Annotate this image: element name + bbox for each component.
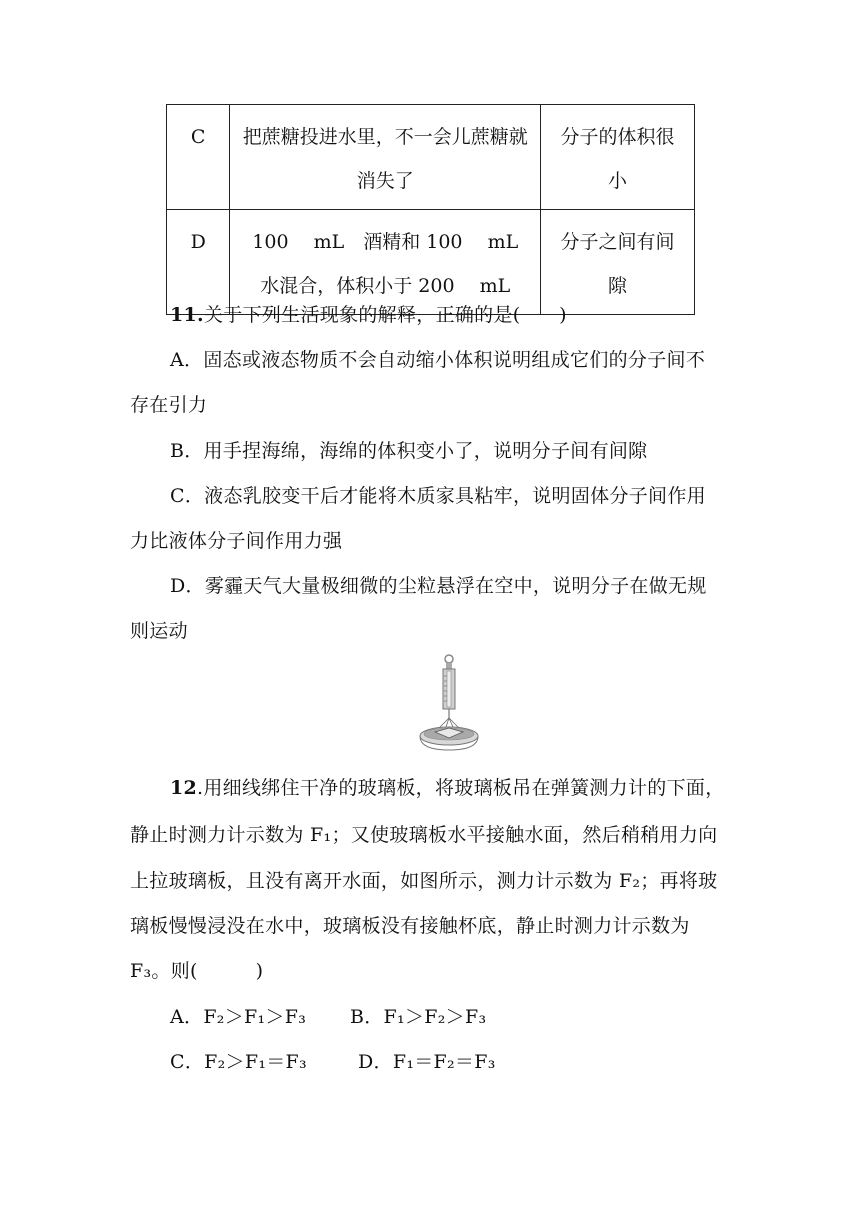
q12-option-d	[358, 1047, 496, 1074]
q12-option-c	[170, 1047, 307, 1074]
q11-option-d-cont	[130, 616, 188, 643]
q11-option-a	[170, 345, 705, 372]
phenomenon-line: 水混合，体积小于 200 mL	[260, 275, 511, 297]
q11-option-b	[170, 436, 647, 463]
table-row	[167, 210, 695, 315]
question-text: 上拉玻璃板，且没有离开水面，如图所示，测力计示数为 F₂；再将玻	[130, 870, 718, 892]
explanation-line: 小	[608, 170, 628, 192]
question-11-stem	[170, 300, 567, 327]
phenomenon-line: 消失了	[356, 170, 414, 192]
question-number: 12	[170, 777, 198, 799]
option-text: B．用手捏海绵，海绵的体积变小了，说明分子间有间隙	[170, 440, 648, 462]
q11-option-a-cont	[130, 390, 207, 417]
answer-table	[166, 104, 695, 315]
table-row	[167, 105, 695, 210]
option-text: C．F₂＞F₁＝F₃	[170, 1051, 307, 1073]
table-cell-explanation	[541, 210, 695, 315]
explanation-line: 隙	[608, 275, 628, 297]
option-text: 存在引力	[130, 394, 208, 416]
option-text: C．液态乳胶变干后才能将木质家具粘牢，说明固体分子间作用	[170, 485, 706, 507]
table-cell-explanation	[541, 105, 695, 210]
option-text: A．F₂＞F₁＞F₃	[170, 1006, 307, 1028]
table-cell-phenomenon	[230, 105, 541, 210]
option-text: D．F₁＝F₂＝F₃	[358, 1051, 496, 1073]
q11-option-c	[170, 481, 706, 508]
explanation-line: 分子之间有间	[560, 231, 675, 253]
option-text: 则运动	[130, 620, 188, 642]
option-label: C	[190, 126, 206, 148]
q12-option-b	[350, 1002, 486, 1029]
question-text: 璃板慢慢浸没在水中，玻璃板没有接触杯底，静止时测力计示数为	[130, 915, 690, 937]
option-text: A．固态或液态物质不会自动缩小体积说明组成它们的分子间不	[170, 349, 706, 371]
question-text: 静止时测力计示数为 F₁；又使玻璃板水平接触水面，然后稍稍用力向	[130, 824, 718, 846]
question-number: 11.	[170, 304, 204, 326]
option-text: D．雾霾天气大量极细微的尘粒悬浮在空中，说明分子在做无规	[170, 575, 707, 597]
question-12-stem-line	[130, 820, 717, 847]
spring-scale-figure	[419, 652, 479, 756]
table-cell-option	[167, 210, 230, 315]
table-cell-phenomenon	[230, 210, 541, 315]
option-text: B．F₁＞F₂＞F₃	[350, 1006, 487, 1028]
question-12-stem-line	[170, 773, 725, 800]
option-text: 力比液体分子间作用力强	[130, 530, 343, 552]
question-12-stem-line	[130, 866, 717, 893]
question-12-stem-line	[130, 956, 263, 983]
explanation-line: 分子的体积很	[560, 126, 675, 148]
phenomenon-line: 把蔗糖投进水里，不一会儿蔗糖就	[242, 126, 528, 148]
q12-option-a	[170, 1002, 306, 1029]
option-label: D	[190, 231, 206, 253]
question-text: 关于下列生活现象的解释，正确的是( )	[203, 304, 567, 326]
q11-option-d	[170, 571, 707, 598]
spring-scale-icon	[419, 652, 479, 756]
question-text: .用细线绑住干净的玻璃板，将玻璃板吊在弹簧测力计的下面，	[197, 777, 725, 799]
phenomenon-line: 100 mL 酒精和 100 mL	[252, 231, 519, 253]
q11-option-c-cont	[130, 526, 342, 553]
question-12-stem-line	[130, 911, 690, 938]
table-cell-option	[167, 105, 230, 210]
question-text: F₃。则( )	[130, 960, 264, 982]
